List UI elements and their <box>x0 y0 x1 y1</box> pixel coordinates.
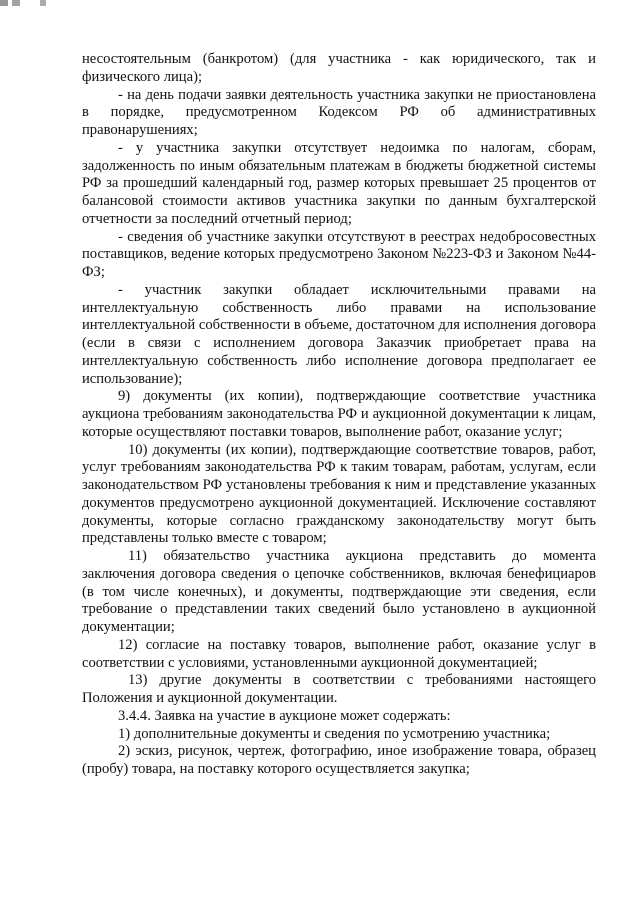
paragraph-optional-item-1: 1) дополнительные документы и сведения по усмотрению участника; <box>118 725 551 742</box>
paragraph-item-12: 12) согласие на поставку товаров, выполнение работ, оказание услуг в соответствии с условиями, установленными аукционной документацией; <box>82 636 596 671</box>
scan-artifact <box>0 0 70 6</box>
paragraph-item-10: 10) документы (их копии), подтверждающие соответствие товаров, работ, услуг требованиям законодательства РФ к таким товарам, работам, услугам, если законодательством РФ установлены требования к ним и представление указанных документов предусмотрено аукционной документацией. Исключение составляют документы, которые согласно гражданскому законодательству могут быть представлены только вместе с товаром; <box>82 441 596 547</box>
paragraph-no-tax-arrears: - у участника закупки отсутствует недоимка по налогам, сборам, задолженность по иным обязательным платежам в бюджеты бюджетной системы РФ за прошедший календарный год, размер которых превышает 25 процентов от балансовой стоимости активов участника закупки по данным бухгалтерской отчетности за последний отчетный период; <box>82 139 596 227</box>
paragraph-item-9: 9) документы (их копии), подтверждающие соответствие участника аукциона требованиям законодательства РФ и аукционной документации к лицам, которые осуществляют поставки товаров, выполнение работ, оказание услуг; <box>82 388 596 440</box>
paragraph-item-13: 13) другие документы в соответствии с требованиями настоящего Положения и аукционной документации. <box>82 672 596 706</box>
paragraph-intellectual-property: - участник закупки обладает исключительными правами на интеллектуальную собственность либо правами на использование интеллектуальной собственности в объеме, достаточном для исполнения договора (если в связи с исполнением договора Заказчик приобретает права на интеллектуальную собственность либо исполнение договора предполагает ее использование); <box>82 281 596 387</box>
paragraph-item-11: 11) обязательство участника аукциона представить до момента заключения договора сведения о цепочке собственников, включая бенефициаров (в том числе конечных), и документы, подтверждающие эти сведения, если требование о представлении таких сведений было установлено в аукционной документации; <box>82 548 596 635</box>
paragraph-optional-item-2: 2) эскиз, рисунок, чертеж, фотографию, иное изображение товара, образец (пробу) товара, на поставку которого осуществляется закупка; <box>82 743 596 777</box>
document-body <box>82 51 596 779</box>
paragraph-not-suspended: - на день подачи заявки деятельность участника закупки не приостановлена в порядке, предусмотренном Кодексом РФ об административных правонарушениях; <box>82 86 596 138</box>
paragraph-continuation: несостоятельным (банкротом) (для участника - как юридического, так и физического лица); <box>82 51 596 85</box>
paragraph-no-unfair-supplier-register: - сведения об участнике закупки отсутствуют в реестрах недобросовестных поставщиков, ведение которых предусмотрено Законом №223-ФЗ и Законом №44-ФЗ; <box>82 228 596 280</box>
section-heading-3-4-4: 3.4.4. Заявка на участие в аукционе может содержать: <box>118 707 451 724</box>
